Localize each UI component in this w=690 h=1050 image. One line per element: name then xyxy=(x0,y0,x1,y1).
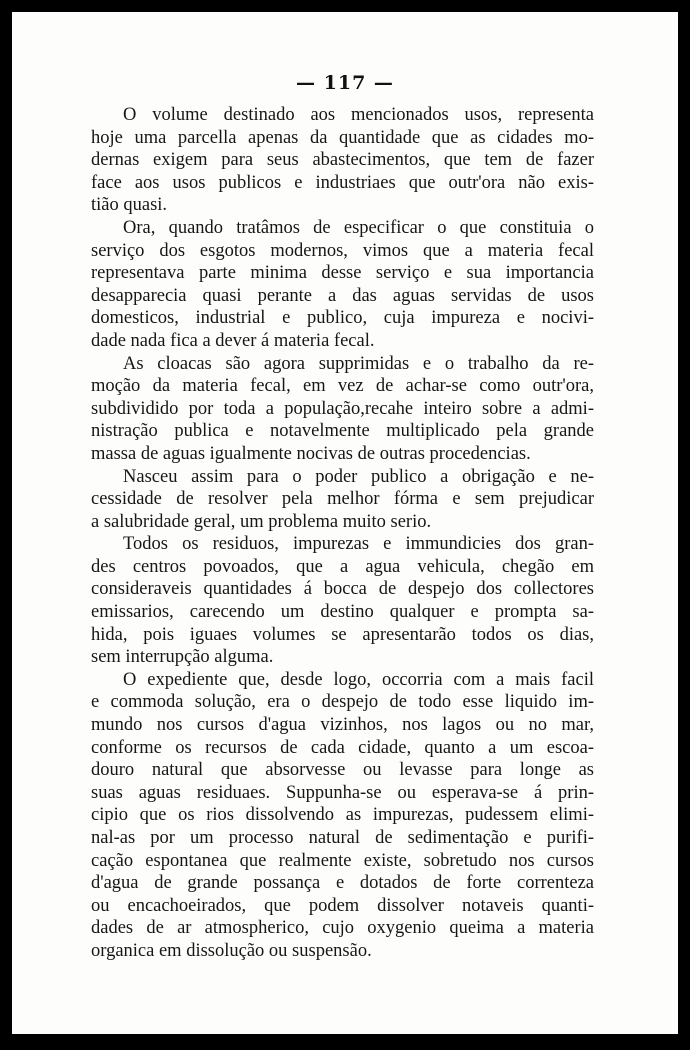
text-line: cipio que os rios dissolvendo as impurezas, pudessem elimi- xyxy=(91,805,594,826)
paragraph-2 xyxy=(91,217,594,353)
text-line: face aos usos publicos e industriaes que outr'ora não exis- xyxy=(91,172,594,193)
text-line: cessidade de resolver pela melhor fórma e sem prejudicar xyxy=(91,489,594,510)
text-line: O expediente que, desde logo, occorria com a mais facil xyxy=(123,669,594,690)
text-line: nistração publica e notavelmente multiplicado pela grande xyxy=(91,421,594,442)
text-line: consideraveis quantidades á bocca de despejo dos collectores xyxy=(91,579,594,600)
text-line: hoje uma parcella apenas da quantidade que as cidades mo- xyxy=(91,127,594,148)
text-line: douro natural que absorvesse ou levasse para longe as xyxy=(91,760,594,781)
text-line: d'agua de grande possança e dotados de forte correnteza xyxy=(91,873,594,894)
paragraph-5 xyxy=(91,533,594,669)
paragraph-3 xyxy=(91,353,594,466)
paragraph-4 xyxy=(91,466,594,534)
text-line: Nasceu assim para o poder publico a obrigação e ne- xyxy=(123,466,594,487)
book-page xyxy=(12,12,678,1034)
text-line: emissarios, carecendo um destino qualquer e prompta sa- xyxy=(91,602,594,623)
text-line: O volume destinado aos mencionados usos, representa xyxy=(123,105,594,125)
text-line: subdividido por toda a população,recahe inteiro sobre a admi- xyxy=(91,398,594,419)
text-line: Todos os residuos, impurezas e immundicies dos gran- xyxy=(123,534,594,555)
text-line: dade nada fica a dever á materia fecal. xyxy=(91,330,375,351)
text-line: moção da materia fecal, em vez de achar-se como outr'ora, xyxy=(91,376,594,397)
text-line: ou encachoeirados, que podem dissolver notaveis quanti- xyxy=(91,895,594,916)
text-line: serviço dos esgotos modernos, vimos que a materia fecal xyxy=(91,240,594,261)
text-line: des centros povoados, que a agua vehicula, chegão em xyxy=(91,556,594,577)
paragraph-6 xyxy=(91,669,594,963)
text-line: nal-as por um processo natural de sedimentação e purifi- xyxy=(91,828,594,848)
text-line: As cloacas são agora supprimidas e o trabalho da re- xyxy=(123,353,594,374)
text-line: e commoda solução, era o despejo de todo esse liquido im- xyxy=(91,692,594,713)
text-line: mundo nos cursos d'agua vizinhos, nos lagos ou no mar, xyxy=(91,715,594,736)
text-line: conforme os recursos de cada cidade, quanto a um escoa- xyxy=(91,737,594,758)
text-line: cação espontanea que realmente existe, sobretudo nos cursos xyxy=(91,850,594,871)
text-line: a salubridade geral, um problema muito serio. xyxy=(91,511,432,532)
text-line: Ora, quando tratâmos de especificar o que constituia o xyxy=(123,217,594,238)
body-text xyxy=(91,104,594,963)
paragraph-1 xyxy=(91,104,594,217)
text-line: dernas exigem para seus abastecimentos, que tem de fazer xyxy=(91,150,594,171)
text-line: organica em dissolução ou suspensão. xyxy=(91,940,372,961)
text-line: desapparecia quasi perante a das aguas servidas de usos xyxy=(91,285,594,306)
text-line: domesticos, industrial e publico, cuja impureza e nocivi- xyxy=(91,308,594,329)
text-line: hida, pois iguaes volumes se apresentarão todos os dias, xyxy=(91,624,594,645)
text-line: suas aguas residuaes. Suppunha-se ou esperava-se á prin- xyxy=(91,782,594,803)
text-line: dades de ar atmospherico, cujo oxygenio queima a materia xyxy=(91,918,594,939)
page-number: — 117 — xyxy=(296,72,394,94)
text-line: sem interrupção alguma. xyxy=(91,647,274,668)
text-line: tião quasi. xyxy=(91,195,168,216)
text-line: representava parte minima desse serviço e sua importancia xyxy=(91,263,594,284)
text-line: massa de aguas igualmente nocivas de outras procedencias. xyxy=(91,443,531,464)
